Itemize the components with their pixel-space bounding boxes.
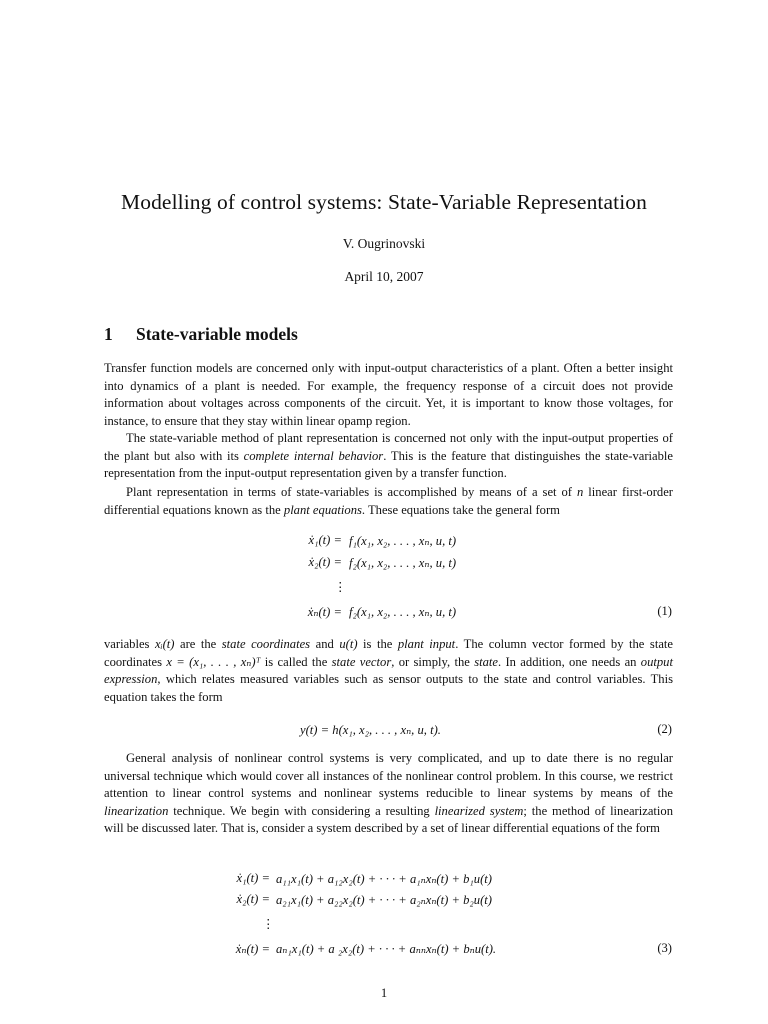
eq2-body: y(t) = h(x₁, x₂, . . . , xₙ, u, t). xyxy=(300,723,441,737)
eq1-lhs-2: ẋ₂(t) = xyxy=(308,555,342,569)
eq3-rhs-3: aₙ₁x₁(t) + a ₂x₂(t) + · · · + aₙₙxₙ(t) + bₙu(t). xyxy=(276,942,497,956)
emphasis-linearization: linearization xyxy=(104,803,169,818)
page-number: 1 xyxy=(380,986,388,1000)
paragraph-4-text-j: , or simply, the xyxy=(391,654,475,669)
eq3-vdots: ⋮ xyxy=(262,917,275,931)
eq3-lhs-3: ẋₙ(t) = xyxy=(235,942,270,956)
paragraph-3-text-d: . These equations take the general form xyxy=(361,502,560,517)
paragraph-5-text-e: ; the method of linearization will be discussed later. That is, consider a system described by a set of linear differential equations of the form xyxy=(104,803,674,835)
paragraph-4-text-d: and xyxy=(310,637,340,651)
math-ut: u(t) xyxy=(339,637,358,651)
section-heading xyxy=(104,324,298,345)
paragraph-2-text-a: The state-variable method of plant representation is concerned not only with the input-output properties of the plant but also with its xyxy=(104,431,673,463)
paragraph-1 xyxy=(104,360,673,430)
author-name: V. Ougrinovski xyxy=(342,236,426,251)
eq1-lhs-3: ẋₙ(t) = xyxy=(307,605,342,619)
paragraph-4-text-a: variables xyxy=(104,637,155,651)
eq3-rhs-1: a₁₁x₁(t) + a₁₂x₂(t) + · · · + a₁ₙxₙ(t) + b₁u(t) xyxy=(276,872,492,886)
paragraph-3-text-b: linear first-order differential equations known as the xyxy=(104,485,673,517)
eq3-lhs-2: ẋ₂(t) = xyxy=(236,892,270,906)
eq1-vdots: ⋮ xyxy=(334,580,347,594)
paragraph-5-text-c: technique. We begin with considering a resulting xyxy=(168,803,435,818)
eq1-rhs-3: f₂(x₁, x₂, . . . , xₙ, u, t) xyxy=(349,605,457,619)
eq2-number: (2) xyxy=(657,722,672,736)
section-title: State-variable models xyxy=(136,324,298,344)
emphasis-linearized-system: linearized system xyxy=(434,803,524,818)
paragraph-2 xyxy=(104,430,673,483)
paragraph-1-text: Transfer function models are concerned only with input-output characteristics of a plant. Often a better insight into dynamics of a plant is needed. For example, the frequency response of a circuit does not provide information about voltages across components of the circuit. Yet, it is important to know those voltages, for instance, to ensure that they stay within linear opamp region. xyxy=(104,361,673,428)
eq1-rhs-1: f₁(x₁, x₂, . . . , xₙ, u, t) xyxy=(349,534,457,548)
emphasis-plant-equations: plant equations xyxy=(283,502,362,517)
paragraph-3 xyxy=(104,484,673,519)
eq3-lhs-1: ẋ₁(t) = xyxy=(236,871,270,885)
eq3-number: (3) xyxy=(657,941,672,955)
paragraph-3-text-a: Plant representation in terms of state-variables is accomplished by means of a set of xyxy=(126,485,577,499)
math-state-vector: x = (x₁, . . . , xₙ)ᵀ xyxy=(166,654,261,669)
publication-date: April 10, 2007 xyxy=(344,269,424,284)
eq1-rhs-2: f₂(x₁, x₂, . . . , xₙ, u, t) xyxy=(349,556,457,570)
math-n: n xyxy=(577,485,584,499)
emphasis-output-expression: output expression xyxy=(104,654,673,686)
math-xi: xᵢ(t) xyxy=(154,637,175,651)
emphasis-state-vector: state vector xyxy=(331,654,392,669)
eq1-lhs-1: ẋ₁(t) = xyxy=(308,533,342,547)
emphasis-plant-input: plant input xyxy=(397,637,456,651)
section-number: 1 xyxy=(104,324,113,344)
emphasis-complete-internal-behavior: complete internal behavior xyxy=(243,448,384,463)
paragraph-2-text-c: . This is the feature that distinguishes the state-variable representation from the input-output representation given by a transfer function. xyxy=(104,448,673,480)
paragraph-4-text-g: . The column vector formed by the state coordinates xyxy=(104,637,673,669)
paragraph-4-text-b: are the xyxy=(174,637,222,651)
paragraph-4 xyxy=(104,636,673,706)
paragraph-4-text-h: is called the xyxy=(260,654,332,669)
paragraph-4-text-n: , which relates measured variables such as sensor outputs to the state and control variables. This equation takes the form xyxy=(104,672,673,704)
paragraph-4-text-e: is the xyxy=(357,637,398,651)
paper-title: Modelling of control systems: State-Variable Representation xyxy=(121,190,647,214)
emphasis-state-coordinates: state coordinates xyxy=(221,637,311,651)
paragraph-4-text-l: . In addition, one needs an xyxy=(498,654,641,669)
eq3-rhs-2: a₂₁x₁(t) + a₂₂x₂(t) + · · · + a₂ₙxₙ(t) + b₂u(t) xyxy=(276,893,492,907)
emphasis-state: state xyxy=(474,654,498,669)
paragraph-5-text-a: General analysis of nonlinear control systems is very complicated, and up to date there is no regular universal technique which would cover all instances of the nonlinear control problem. In this course, we restrict attention to linear control systems and nonlinear systems reducible to linear systems by means of the xyxy=(104,751,673,800)
paragraph-5 xyxy=(104,750,673,838)
eq1-number: (1) xyxy=(657,604,672,618)
